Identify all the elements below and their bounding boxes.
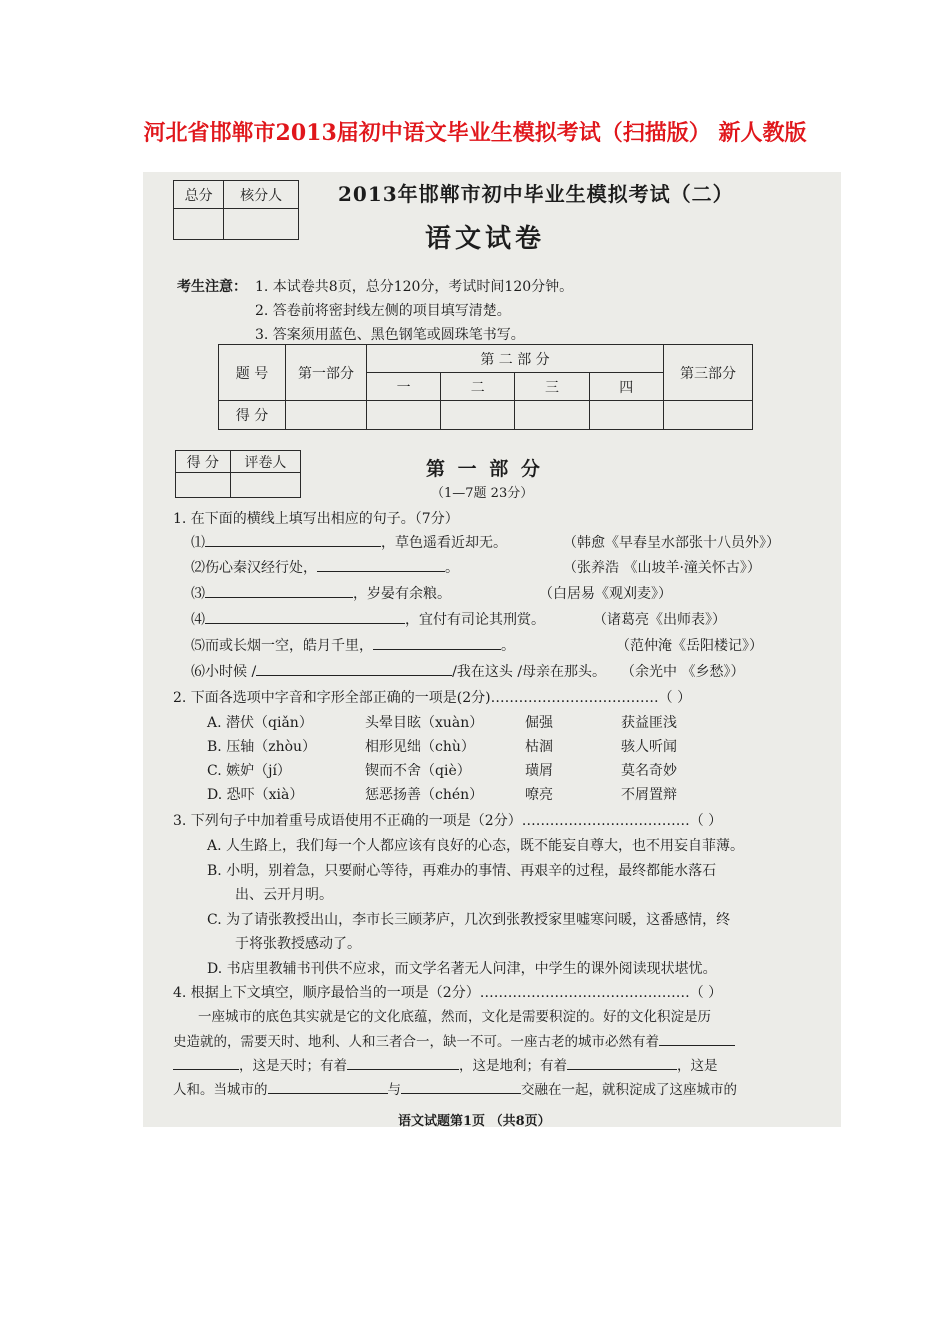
q1-line-6	[191, 660, 606, 684]
q2-c-2: 锲而不舍（qiè）	[365, 763, 471, 779]
col-part2-1: 一	[367, 373, 441, 401]
q1-l4-pre: ⑷	[191, 612, 205, 628]
part-one-range: （1—7题 23分）	[431, 486, 534, 501]
col-part2-4: 四	[589, 373, 663, 401]
q3-option-c: C. 为了请张教授出山，李市长三顾茅庐，几次到张教授家里嘘寒问暖，这番感情，终	[207, 912, 731, 928]
grader-box	[175, 450, 301, 498]
q2-b-4: 骇人听闻	[621, 739, 677, 755]
subject-title: 语文试卷	[425, 224, 546, 254]
q4-line-1: 一座城市的底色其实就是它的文化底蕴，然而，文化是需要积淀的。好的文化积淀是历	[198, 1009, 711, 1025]
q2-stem: 2. 下面各选项中字音和字形全部正确的一项是(2分)………………………………（ ）	[173, 690, 692, 706]
q4-line-3b: ，这是地利；有着	[459, 1058, 567, 1074]
q2-a-3: 倔强	[525, 715, 553, 731]
score-table	[218, 344, 753, 430]
row-label-question-no: 题 号	[219, 345, 286, 401]
q4-stem: 4. 根据上下文填空，顺序最恰当的一项是（2分）………………………………………（ ）	[173, 985, 723, 1001]
q1-blank-3[interactable]	[205, 597, 353, 598]
notice-2: 2. 答卷前将密封线左侧的项目填写清楚。	[255, 303, 511, 319]
q1-l2-pre: ⑵伤心秦汉经行处，	[191, 560, 317, 576]
q3-option-b-cont: 出、云开月明。	[235, 887, 333, 903]
checker-label: 核分人	[224, 181, 299, 209]
document-title: 河北省邯郸市2013届初中语文毕业生模拟考试（扫描版） 新人教版	[143, 120, 807, 146]
notice-3: 3. 答案须用蓝色、黑色钢笔或圆珠笔书写。	[255, 327, 525, 343]
q2-d-2: 惩恶扬善（chén）	[365, 787, 484, 803]
grader-score-cell	[176, 473, 231, 498]
part-one-title: 第 一 部 分	[426, 458, 543, 480]
q2-d-3: 嘹亮	[525, 787, 553, 803]
q2-a-1: A. 潜伏（qiǎn）	[207, 715, 313, 731]
q1-l6-pre: ⑹小时候 /	[191, 664, 257, 680]
q3-option-d: D. 书店里教辅书刊供不应求，而文学名著无人问津，中学生的课外阅读现状堪忧。	[207, 961, 717, 977]
q3-option-c-cont: 于将张教授感动了。	[235, 936, 361, 952]
score-cell-3	[441, 401, 515, 430]
q2-a-4: 获益匪浅	[621, 715, 677, 731]
q2-c-3: 璜屑	[525, 763, 553, 779]
q4-blank-6[interactable]	[401, 1093, 521, 1094]
q4-line-3c: ，这是	[677, 1058, 718, 1074]
q1-l1-pre: ⑴	[191, 535, 205, 551]
q1-l3-post: ，岁晏有余粮。	[353, 586, 451, 602]
checker-cell	[224, 209, 299, 240]
q1-stem: 1. 在下面的横线上填写出相应的句子。（7分）	[173, 511, 459, 527]
total-score-label: 总分	[174, 181, 224, 209]
q4-blank-4[interactable]	[567, 1069, 677, 1070]
q4-blank-5[interactable]	[268, 1093, 388, 1094]
q2-d-1: D. 恐吓（xià）	[207, 787, 304, 803]
q1-line-4	[191, 608, 545, 632]
q2-a-2: 头晕目眩（xuàn）	[365, 715, 484, 731]
q1-blank-1[interactable]	[205, 546, 381, 547]
col-part2-2: 二	[441, 373, 515, 401]
q4-blank-1[interactable]	[659, 1045, 735, 1046]
q1-blank-4[interactable]	[205, 623, 405, 624]
q1-l3-pre: ⑶	[191, 586, 205, 602]
q1-source-4: （诸葛亮《出师表》）	[593, 612, 726, 628]
notice-1: 1. 本试卷共8页，总分120分，考试时间120分钟。	[255, 279, 574, 295]
q4-blank-3[interactable]	[347, 1069, 459, 1070]
q1-line-3	[191, 582, 451, 606]
col-part2: 第 二 部 分	[367, 345, 664, 373]
total-score-box	[173, 180, 299, 240]
score-cell-5	[589, 401, 663, 430]
q1-l6-post: /我在这头 /母亲在那头。	[452, 664, 607, 680]
q4-line-4a: 人和。当城市的	[173, 1082, 268, 1098]
q3-option-b: B. 小明，别着急，只要耐心等待，再难办的事情、再艰辛的过程，最终都能水落石	[207, 863, 717, 879]
total-score-cell	[174, 209, 224, 240]
score-cell-2	[367, 401, 441, 430]
q1-l5-pre: ⑸而或长烟一空，皓月千里，	[191, 638, 373, 654]
q1-l5-post: 。	[501, 638, 515, 654]
q1-line-5	[191, 634, 515, 658]
q2-c-4: 莫名奇妙	[621, 763, 677, 779]
score-cell-1	[286, 401, 367, 430]
score-cell-6	[664, 401, 753, 430]
q1-line-1	[191, 531, 507, 555]
q3-option-a: A. 人生路上，我们每一个人都应该有良好的心态，既不能妄自尊大，也不用妄自菲薄。	[207, 838, 745, 854]
grader-name-label: 评卷人	[230, 451, 300, 473]
col-part1: 第一部分	[286, 345, 367, 401]
grader-name-cell	[230, 473, 300, 498]
scanned-exam-page	[143, 172, 841, 1127]
q1-l4-post: ，宜付有司论其刑赏。	[405, 612, 545, 628]
q4-line-3	[173, 1054, 718, 1078]
row-label-score: 得 分	[219, 401, 286, 430]
q4-line-4b: 与	[387, 1082, 401, 1098]
grader-score-label: 得 分	[176, 451, 231, 473]
col-part2-3: 三	[515, 373, 589, 401]
page-footer: 语文试题第1页 （共8页）	[398, 1114, 551, 1127]
q2-b-3: 枯涸	[525, 739, 553, 755]
notice-label: 考生注意：	[177, 279, 247, 295]
q2-b-1: B. 压轴（zhòu）	[207, 739, 317, 755]
q1-blank-6[interactable]	[256, 675, 452, 676]
col-part3: 第三部分	[664, 345, 753, 401]
q2-b-2: 相形见绌（chù）	[365, 739, 475, 755]
q1-l2-post: 。	[445, 560, 459, 576]
q1-source-5: （范仲淹《岳阳楼记》）	[616, 638, 763, 654]
q1-source-2: （张养浩 《山坡羊·潼关怀古》）	[563, 560, 761, 576]
q1-source-6: （余光中 《乡愁》）	[621, 664, 745, 680]
q1-line-2	[191, 556, 459, 580]
q2-d-4: 不屑置辩	[621, 787, 677, 803]
q1-blank-5[interactable]	[373, 649, 501, 650]
score-cell-4	[515, 401, 589, 430]
q1-source-3: （白居易《观刈麦》）	[539, 586, 672, 602]
q4-line-3a: ，这是天时；有着	[239, 1058, 347, 1074]
q1-blank-2[interactable]	[317, 571, 445, 572]
q3-stem: 3. 下列句子中加着重号成语使用不正确的一项是（2分）………………………………（ ）	[173, 813, 723, 829]
q4-line-2-text: 史造就的，需要天时、地利、人和三者合一，缺一不可。一座古老的城市必然有着	[173, 1034, 659, 1050]
q4-line-2	[173, 1030, 735, 1054]
q4-blank-2[interactable]	[173, 1069, 239, 1070]
q4-line-4c: 交融在一起，就积淀成了这座城市的	[521, 1082, 737, 1098]
q4-line-4	[173, 1078, 737, 1102]
q2-c-1: C. 嫉妒（jí）	[207, 763, 291, 779]
exam-title: 2013年邯郸市初中毕业生模拟考试（二）	[338, 182, 734, 206]
q1-l1-post: ，草色遥看近却无。	[381, 535, 507, 551]
q1-source-1: （韩愈《早春呈水部张十八员外》）	[563, 535, 780, 551]
